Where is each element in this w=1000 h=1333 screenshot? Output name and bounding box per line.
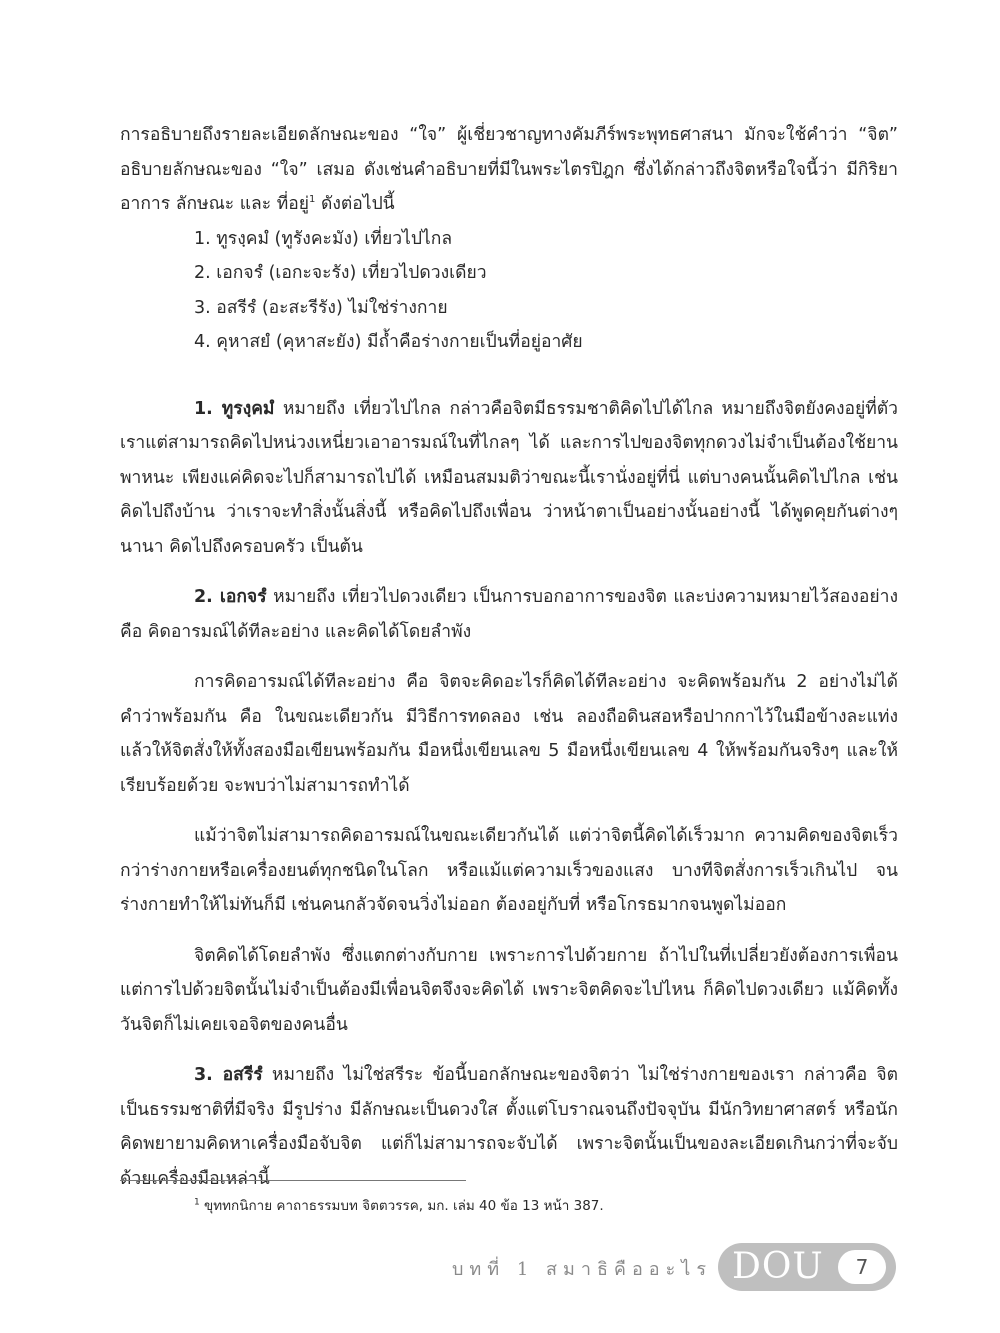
list-item: 2. เอกจรํ (เอกะจะรัง) เที่ยวไปดวงเดียว <box>194 263 487 283</box>
footnote-divider <box>120 1180 466 1181</box>
intro-paragraph: การอธิบายถึงรายละเอียดลักษณะของ “ใจ” ผู้เชี่ยวชาญทางคัมภีร์พระพุทธศาสนา มักจะใช้คำว่า “จิต” อธิบายลักษณะของ “ใจ” เสมอ ดังเช่นคำอธิบายที่มีในพระไตรปิฎก ซึ่งได้กล่าวถึงจิตหรือใจนี้ว่า มีกิริยาอาการ ลักษณะ และ ที่อยู่$^1$ ดังต่อไปนี้ <box>120 125 898 214</box>
footnote-mark: 1 <box>194 1197 200 1208</box>
paragraph-alone: จิตคิดได้โดยลำพัง ซึ่งแตกต่างกับกาย เพราะการไปด้วยกาย ถ้าไปในที่เปลี่ยวยังต้องการเพื่อน แต่การไปด้วยจิตนั้นไม่จำเป็นต้องมีเพื่อนจิตจึงจะคิดได้ เพราะจิตคิดจะไปไหน ก็คิดไปดวงเดียว แม้คิดทั้งวันจิตก็ไม่เคยเจอจิตของคนอื่น <box>120 945 898 1035</box>
section-3-heading: 3. อสรีรํ <box>194 1065 263 1085</box>
section-2-paragraph: 2. เอกจรํ หมายถึง เที่ยวไปดวงเดียว เป็นการบอกอาการของจิต และบ่งความหมายไว้สองอย่าง คือ คิดอารมณ์ได้ทีละอย่าง และคิดได้โดยลำพัง <box>120 587 898 642</box>
chapter-title: บทที่ 1 สมาธิคืออะไร <box>451 1259 712 1280</box>
section-2-heading: 2. เอกจรํ <box>194 587 267 607</box>
footnote: $^1$ ขุททกนิกาย คาถาธรรมบท จิตตวรรค, มก. เล่ม 40 ข้อ 13 หน้า 387. <box>194 1197 604 1214</box>
paragraph-one-at-a-time: การคิดอารมณ์ได้ทีละอย่าง คือ จิตจะคิดอะไรก็คิดได้ทีละอย่าง จะคิดพร้อมกัน 2 อย่างไม่ได้ คำว่าพร้อมกัน คือ ในขณะเดียวกัน มีวิธีการทดลอง เช่น ลองถือดินสอหรือปากกาไว้ในมือข้างละแท่ง แล้วให้จิตสั่งให้ทั้งสองมือเขียนพร้อมกัน มือหนึ่งเขียนเลข 5 มือหนึ่งเขียนเลข 4 ให้พร้อมกันจริงๆ และให้เรียบร้อยด้วย จะพบว่าไม่สามารถทำได้ <box>120 672 898 796</box>
footnote-ref: 1 <box>309 194 316 206</box>
dou-logo: DOU <box>732 1246 824 1287</box>
characteristics-list <box>120 222 898 360</box>
page-badge <box>718 1243 896 1291</box>
paragraph-speed: แม้ว่าจิตไม่สามารถคิดอารมณ์ในขณะเดียวกันได้ แต่ว่าจิตนี้คิดได้เร็วมาก ความคิดของจิตเร็วกว่าร่างกายหรือเครื่องยนต์ทุกชนิดในโลก หรือแม้แต่ความเร็วของแสง บางทีจิตสั่งการเร็วเกินไป จนร่างกายทำให้ไม่ทันก็มี เช่นคนกลัวจัดจนวิ่งไม่ออก ต้องอยู่กับที่ หรือโกรธมากจนพูดไม่ออก <box>120 826 898 915</box>
list-item: 1. ทูรงฺคมํ (ทูรังคะมัง) เที่ยวไปไกล <box>194 228 453 249</box>
page-number: 7 <box>838 1250 886 1284</box>
body-text <box>120 118 898 1196</box>
section-1-paragraph: 1. ทูรงฺคมํ หมายถึง เที่ยวไปไกล กล่าวคือจิตมีธรรมชาติคิดไปได้ไกล หมายถึงจิตยังคงอยู่ที่ตัวเราแต่สามารถคิดไปหน่วงเหนี่ยวเอาอารมณ์ในที่ไกลๆ ได้ และการไปของจิตทุกดวงไม่จำเป็นต้องใช้ยานพาหนะ เพียงแค่คิดจะไปก็สามารถไปได้ เหมือนสมมติว่าขณะนี้เรานั่งอยู่ที่นี่ แต่บางคนนั้นคิดไปไกล เช่น คิดไปถึงบ้าน ว่าเราจะทำสิ่งนั้นสิ่งนี้ หรือคิดไปถึงเพื่อน ว่าหน้าตาเป็นอย่างนั้นอย่างนี้ ได้พูดคุยกันต่างๆ นานา คิดไปถึงครอบครัว เป็นต้น <box>120 398 898 557</box>
section-1-heading: 1. ทูรงฺคมํ <box>194 398 275 419</box>
section-3-paragraph: 3. อสรีรํ หมายถึง ไม่ใช่สรีระ ข้อนี้บอกลักษณะของจิตว่า ไม่ใช่ร่างกายของเรา กล่าวคือ จิต เป็นธรรมชาติที่มีจริง มีรูปร่าง มีลักษณะเป็นดวงใส ตั้งแต่โบราณจนถึงปัจจุบัน มีนักวิทยาศาสตร์ หรือนักคิดพยายามคิดหาเครื่องมือจับจิต แต่ก็ไม่สามารถจะจับได้ เพราะจิตนั้นเป็นของละเอียดเกินกว่าที่จะจับด้วยเครื่องมือเหล่านี้ <box>120 1065 898 1189</box>
list-item: 3. อสรีรํ (อะสะรีรัง) ไม่ใช่ร่างกาย <box>194 297 448 318</box>
list-item: 4. คุหาสยํ (คุหาสะยัง) มีถ้ำคือร่างกายเป็นที่อยู่อาศัย <box>194 332 583 352</box>
